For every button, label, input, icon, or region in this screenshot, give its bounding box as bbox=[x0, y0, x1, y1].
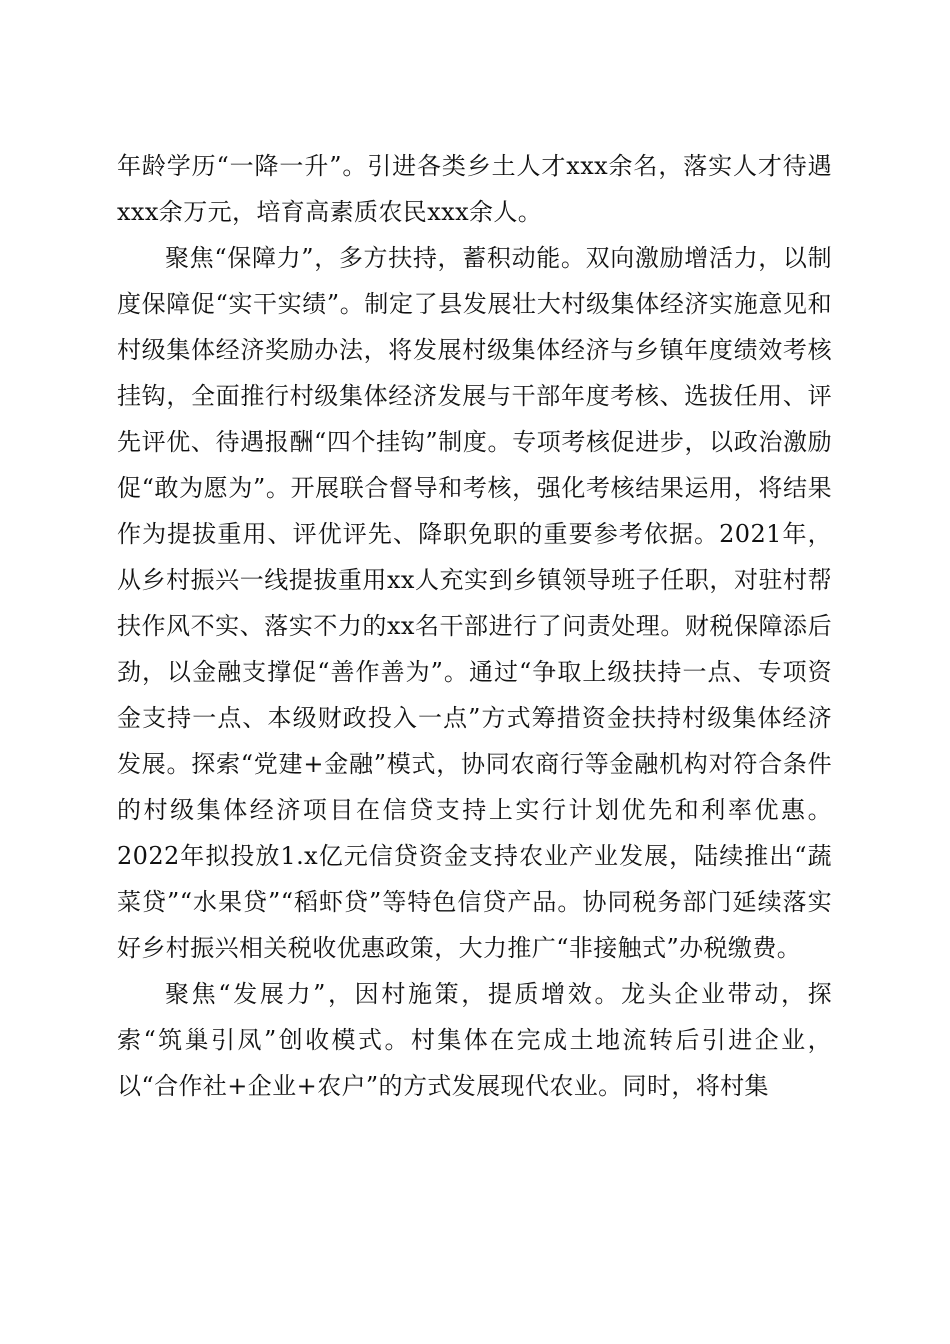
paragraph-1: 年龄学历“一降一升”。引进各类乡土人才xxx余名，落实人才待遇xxx余万元，培育高素质农民xxx余人。 bbox=[117, 152, 832, 226]
paragraph-2: 聚焦“保障力”，多方扶持，蓄积动能。双向激励增活力，以制度保障促“实干实绩”。制定了县发展壮大村级集体经济实施意见和村级集体经济奖励办法，将发展村级集体经济与乡镇年度绩效考核挂钩，全面推行村级集体经济发展与干部年度考核、选拔任用、评先评优、待遇报酬“四个挂钩”制度。专项考核促进步，以政治激励促“敢为愿为”。开展联合督导和考核，强化考核结果运用，将结果作为提拔重用、评优评先、降职免职的重要参考依据。2021年，从乡村振兴一线提拔重用xx人充实到乡镇领导班子任职，对驻村帮扶作风不实、落实不力的xx名干部进行了问责处理。财税保障添后劲，以金融支撑促“善作善为”。通过“争取上级扶持一点、专项资金支持一点、本级财政投入一点”方式筹措资金扶持村级集体经济发展。探索“党建+金融”模式，协同农商行等金融机构对符合条件的村级集体经济项目在信贷支持上实行计划优先和利率优惠。2022年拟投放1.x亿元信贷资金支持农业产业发展，陆续推出“蔬菜贷”“水果贷”“稻虾贷”等特色信贷产品。协同税务部门延续落实好乡村振兴相关税收优惠政策，大力推广“非接触式”办税缴费。 bbox=[117, 244, 832, 962]
body-text bbox=[117, 143, 832, 1109]
paragraph-3: 聚焦“发展力”，因村施策，提质增效。龙头企业带动，探索“筑巢引凤”创收模式。村集体在完成土地流转后引进企业，以“合作社+企业+农户”的方式发展现代农业。同时，将村集 bbox=[117, 980, 832, 1100]
